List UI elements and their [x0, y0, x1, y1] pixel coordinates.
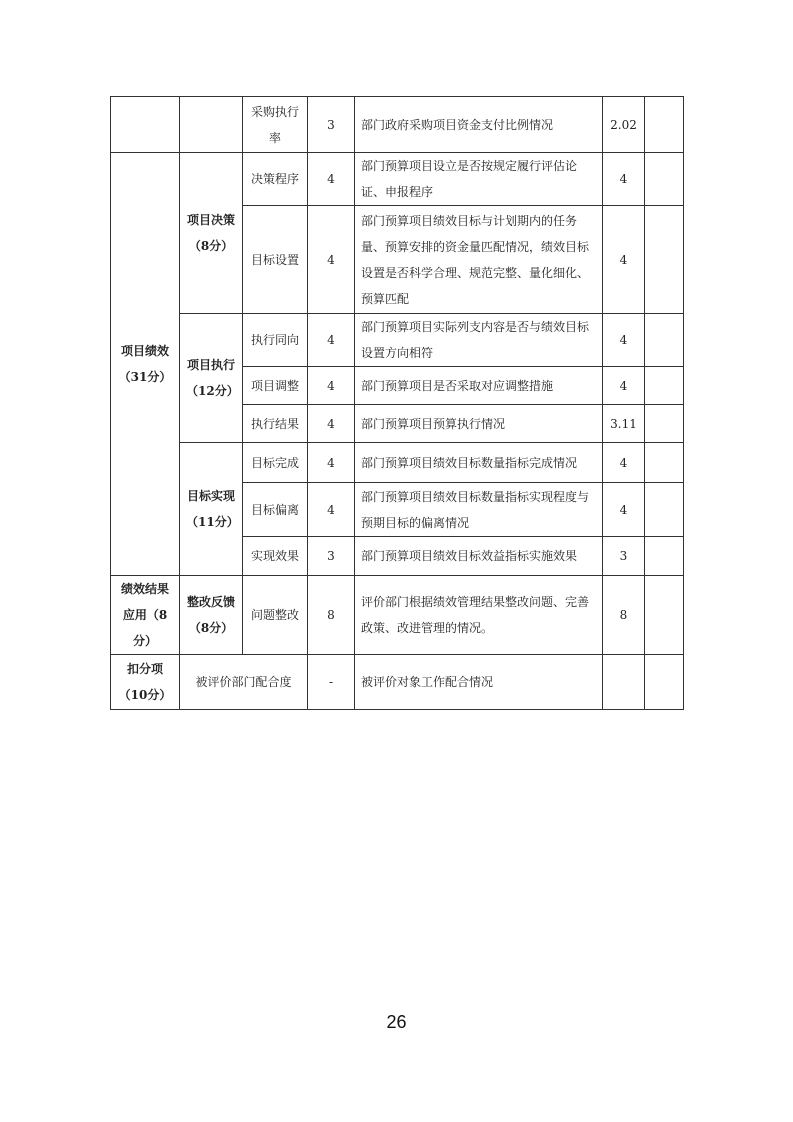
- cell-l2-empty: [180, 97, 243, 153]
- page-number: 26: [386, 1012, 407, 1032]
- cell-score: 3: [603, 537, 645, 576]
- cell-score: 2.02: [603, 97, 645, 153]
- cell-l2-merged: 被评价部门配合度: [180, 655, 308, 710]
- cell-note: [645, 206, 684, 314]
- cell-l3: 项目调整: [243, 367, 308, 405]
- table-row: [111, 655, 684, 710]
- cell-note: [645, 314, 684, 367]
- table-row: [111, 153, 684, 206]
- cell-weight: 4: [308, 206, 355, 314]
- cell-desc: 部门政府采购项目资金支付比例情况: [355, 97, 603, 153]
- cell-note: [645, 537, 684, 576]
- cell-l3: 采购执行率: [243, 97, 308, 153]
- cell-l3: 目标设置: [243, 206, 308, 314]
- cell-weight: 3: [308, 97, 355, 153]
- cell-score: [603, 655, 645, 710]
- cell-note: [645, 153, 684, 206]
- group-sub: （8分）: [188, 621, 234, 635]
- group-label: 整改反馈: [186, 595, 235, 609]
- cell-weight: -: [308, 655, 355, 710]
- cell-desc: 部门预算项目绩效目标数量指标完成情况: [355, 443, 603, 483]
- cell-l3: 决策程序: [243, 153, 308, 206]
- table-row: [111, 314, 684, 367]
- table-row: [111, 576, 684, 655]
- group-sub: （8分）: [188, 239, 234, 253]
- cell-score: 4: [603, 443, 645, 483]
- cell-score: 4: [603, 483, 645, 537]
- cell-score: 4: [603, 206, 645, 314]
- group-project-execution: [180, 314, 243, 443]
- cell-note: [645, 367, 684, 405]
- group-deduction: [111, 655, 180, 710]
- cell-l1-empty: [111, 97, 180, 153]
- cell-l3: 问题整改: [243, 576, 308, 655]
- group-sub: （12分）: [186, 384, 239, 398]
- table-row: [111, 97, 684, 153]
- table-row: [111, 443, 684, 483]
- group-target-achievement: [180, 443, 243, 576]
- cell-note: [645, 443, 684, 483]
- cell-desc: 部门预算项目绩效目标效益指标实施效果: [355, 537, 603, 576]
- group-project-decision: [180, 153, 243, 314]
- group-rectification-feedback: [180, 576, 243, 655]
- cell-note: [645, 405, 684, 443]
- cell-desc: 部门预算项目预算执行情况: [355, 405, 603, 443]
- cell-score: 4: [603, 153, 645, 206]
- cell-desc: 被评价对象工作配合情况: [355, 655, 603, 710]
- group-sub: （31分）: [118, 370, 172, 384]
- cell-note: [645, 483, 684, 537]
- evaluation-table: [110, 96, 684, 710]
- cell-l3: 执行同向: [243, 314, 308, 367]
- cell-score: 4: [603, 367, 645, 405]
- cell-weight: 4: [308, 153, 355, 206]
- group-label: 项目绩效: [120, 344, 169, 358]
- cell-score: 8: [603, 576, 645, 655]
- cell-weight: 4: [308, 405, 355, 443]
- cell-desc: 评价部门根据绩效管理结果整改问题、完善政策、改进管理的情况。: [355, 576, 603, 655]
- cell-weight: 4: [308, 483, 355, 537]
- cell-weight: 3: [308, 537, 355, 576]
- cell-desc: 部门预算项目绩效目标数量指标实现程度与预期目标的偏离情况: [355, 483, 603, 537]
- cell-l3: 目标偏离: [243, 483, 308, 537]
- cell-weight: 8: [308, 576, 355, 655]
- group-sub: （10分）: [118, 688, 172, 702]
- cell-note: [645, 576, 684, 655]
- cell-desc: 部门预算项目绩效目标与计划期内的任务量、预算安排的资金量匹配情况，绩效目标设置是否科学合理、规范完整、量化细化、预算匹配: [355, 206, 603, 314]
- cell-weight: 4: [308, 443, 355, 483]
- cell-weight: 4: [308, 367, 355, 405]
- cell-l3: 实现效果: [243, 537, 308, 576]
- cell-desc: 部门预算项目设立是否按规定履行评估论证、申报程序: [355, 153, 603, 206]
- group-label: 项目执行: [186, 358, 235, 372]
- cell-score: 4: [603, 314, 645, 367]
- cell-note: [645, 97, 684, 153]
- cell-l3: 目标完成: [243, 443, 308, 483]
- cell-l3: 执行结果: [243, 405, 308, 443]
- group-result-application: 绩效结果应用（8分）: [111, 576, 180, 655]
- cell-desc: 部门预算项目实际列支内容是否与绩效目标设置方向相符: [355, 314, 603, 367]
- group-label: 扣分项: [126, 662, 163, 676]
- cell-desc: 部门预算项目是否采取对应调整措施: [355, 367, 603, 405]
- group-label: 目标实现: [186, 489, 235, 503]
- cell-note: [645, 655, 684, 710]
- cell-score: 3.11: [603, 405, 645, 443]
- group-project-performance: [111, 153, 180, 576]
- group-sub: （11分）: [186, 515, 239, 529]
- cell-weight: 4: [308, 314, 355, 367]
- group-label: 项目决策: [186, 213, 235, 227]
